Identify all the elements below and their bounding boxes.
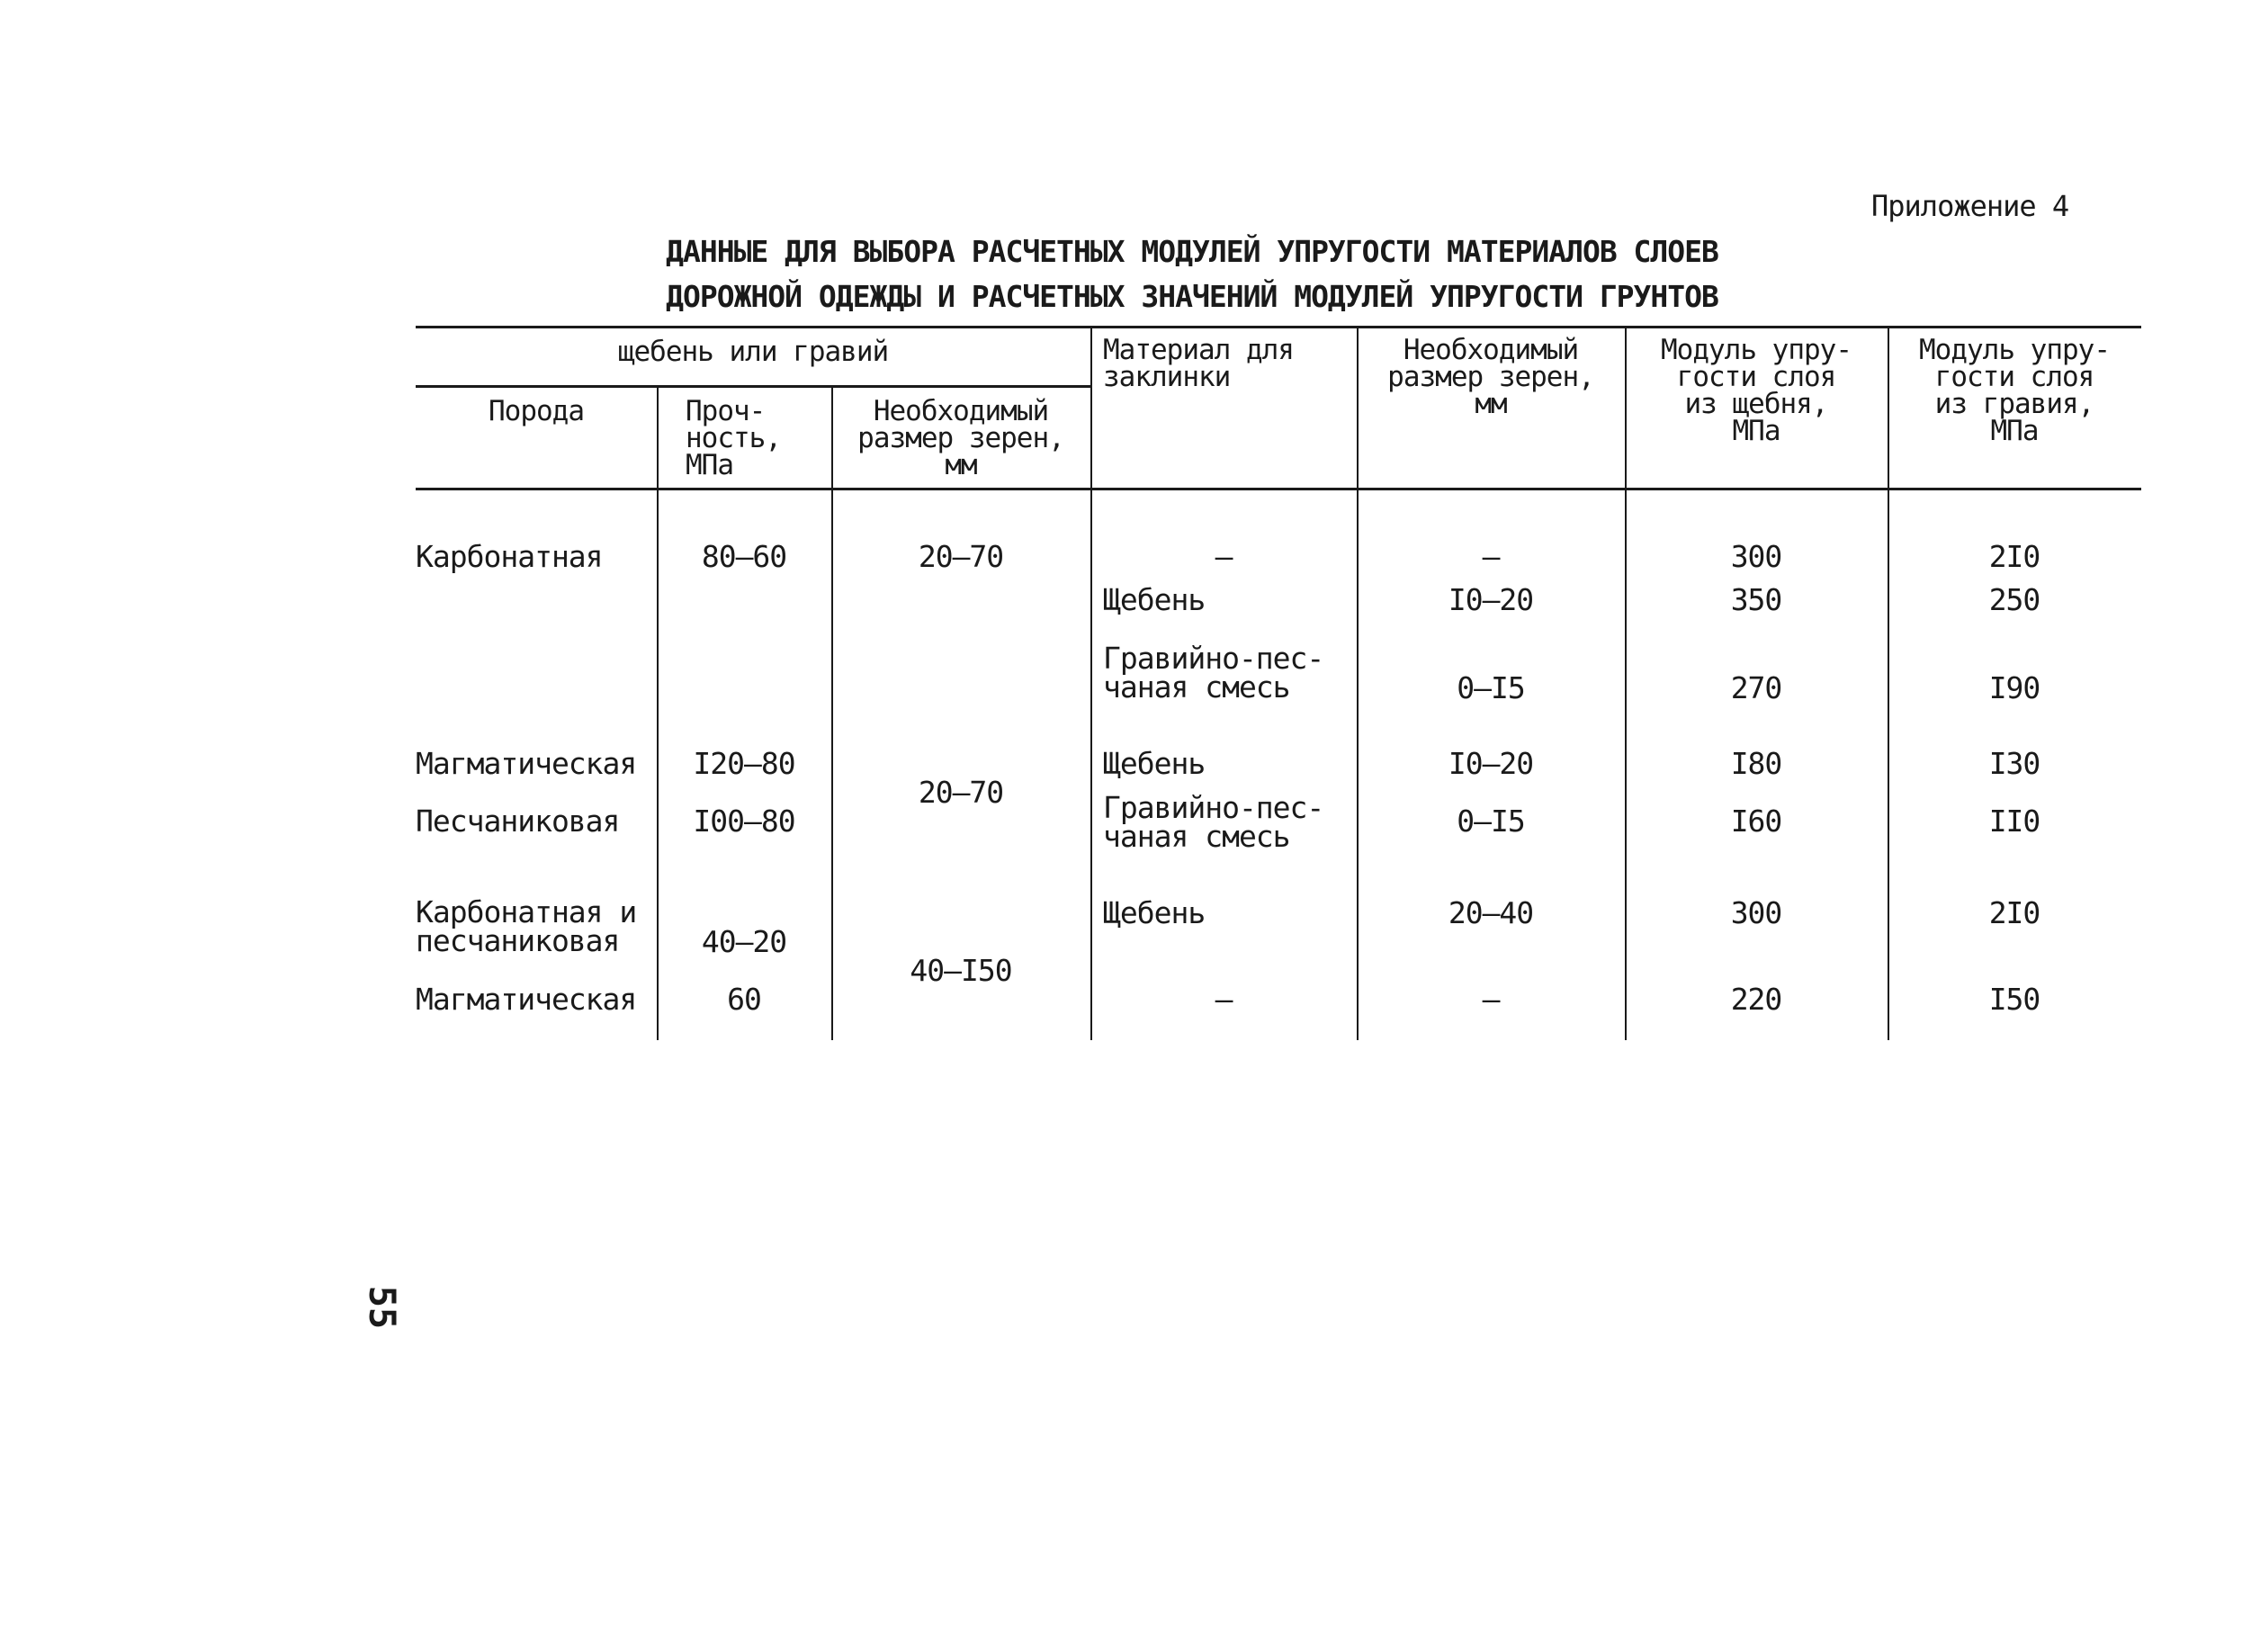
- title-line: ДАННЫЕ ДЛЯ ВЫБОРА РАСЧЕТНЫХ МОДУЛЕЙ УПРУГОСТИ МАТЕРИАЛОВ СЛОЕВ: [666, 234, 1718, 269]
- document-title: [621, 229, 1763, 319]
- size-cell: –: [1482, 982, 1500, 1017]
- gravel-modulus-cell: 2I0: [1988, 895, 2040, 930]
- group-header-rule: [416, 385, 1090, 388]
- gravel-modulus-cell: I30: [1988, 746, 2040, 781]
- material-cell: –: [1215, 539, 1233, 574]
- crushed-modulus-cell: 220: [1730, 982, 1782, 1017]
- col-divider-material: [1090, 326, 1092, 1040]
- material-cell: Щебень: [1103, 582, 1206, 617]
- gravel-modulus-cell: I50: [1988, 982, 2040, 1017]
- title-line: ДОРОЖНОЙ ОДЕЖДЫ И РАСЧЕТНЫХ ЗНАЧЕНИЙ МОДУЛЕЙ УПРУГОСТИ ГРУНТОВ: [666, 279, 1718, 314]
- header-grain-size: Необходимый размер зерен, мм: [857, 395, 1064, 481]
- crushed-modulus-cell: 350: [1730, 582, 1782, 617]
- size-cell: I0–20: [1448, 582, 1534, 617]
- table-top-rule: [416, 326, 2141, 328]
- strength-cell: 60: [727, 982, 761, 1017]
- rock-cell: Песчаниковая: [416, 804, 620, 839]
- strength-cell: I20–80: [693, 746, 795, 781]
- header-bottom-rule: [416, 488, 2141, 490]
- header-modulus-crushed: Модуль упру- гости слоя из щебня, МПа: [1661, 334, 1852, 447]
- gravel-modulus-cell: II0: [1988, 804, 2040, 839]
- rock-cell: Магматическая: [416, 982, 637, 1017]
- crushed-modulus-cell: 300: [1730, 539, 1782, 574]
- gravel-modulus-cell: 2I0: [1988, 539, 2040, 574]
- size-cell: 20–40: [1448, 895, 1534, 930]
- strength-cell: 80–60: [701, 539, 787, 574]
- strength-cell: I00–80: [693, 804, 795, 839]
- annex-label: Приложение 4: [1871, 189, 2069, 223]
- strength-cell: 40–20: [701, 924, 787, 959]
- size-cell: 0–I5: [1457, 804, 1525, 839]
- rock-cell: Карбонатная и песчаниковая: [416, 894, 637, 958]
- material-cell: Гравийно-пес- чаная смесь: [1103, 790, 1324, 854]
- crushed-modulus-cell: I80: [1730, 746, 1782, 781]
- crushed-modulus-cell: 300: [1730, 895, 1782, 930]
- rock-cell: Карбонатная: [416, 539, 603, 574]
- crushed-modulus-cell: 270: [1730, 670, 1782, 705]
- size-cell: –: [1482, 539, 1500, 574]
- header-rock: Порода: [489, 395, 584, 427]
- material-cell: Гравийно-пес- чаная смесь: [1103, 641, 1324, 705]
- crushed-modulus-cell: I60: [1730, 804, 1782, 839]
- gravel-modulus-cell: I90: [1988, 670, 2040, 705]
- page-number: 55: [361, 1285, 403, 1330]
- grain-cell: 20–70: [918, 539, 1004, 574]
- size-cell: I0–20: [1448, 746, 1534, 781]
- grain-cell: 40–I50: [910, 953, 1012, 988]
- data-table: [416, 326, 2141, 1037]
- col-divider-grain: [831, 385, 833, 1040]
- header-wedge-grain-size: Необходимый размер зерен, мм: [1387, 334, 1594, 420]
- size-cell: 0–I5: [1457, 670, 1525, 705]
- header-wedge-material: Материал для заклинки: [1103, 334, 1294, 393]
- header-modulus-gravel: Модуль упру- гости слоя из гравия, МПа: [1919, 334, 2110, 447]
- header-strength: Проч- ность, МПа: [686, 395, 781, 481]
- group-header: щебень или гравий: [617, 336, 889, 368]
- rock-cell: Магматическая: [416, 746, 637, 781]
- material-cell: Щебень: [1103, 895, 1206, 930]
- gravel-modulus-cell: 250: [1988, 582, 2040, 617]
- material-cell: Щебень: [1103, 746, 1206, 781]
- grain-cell: 20–70: [918, 775, 1004, 810]
- material-cell: –: [1215, 982, 1233, 1017]
